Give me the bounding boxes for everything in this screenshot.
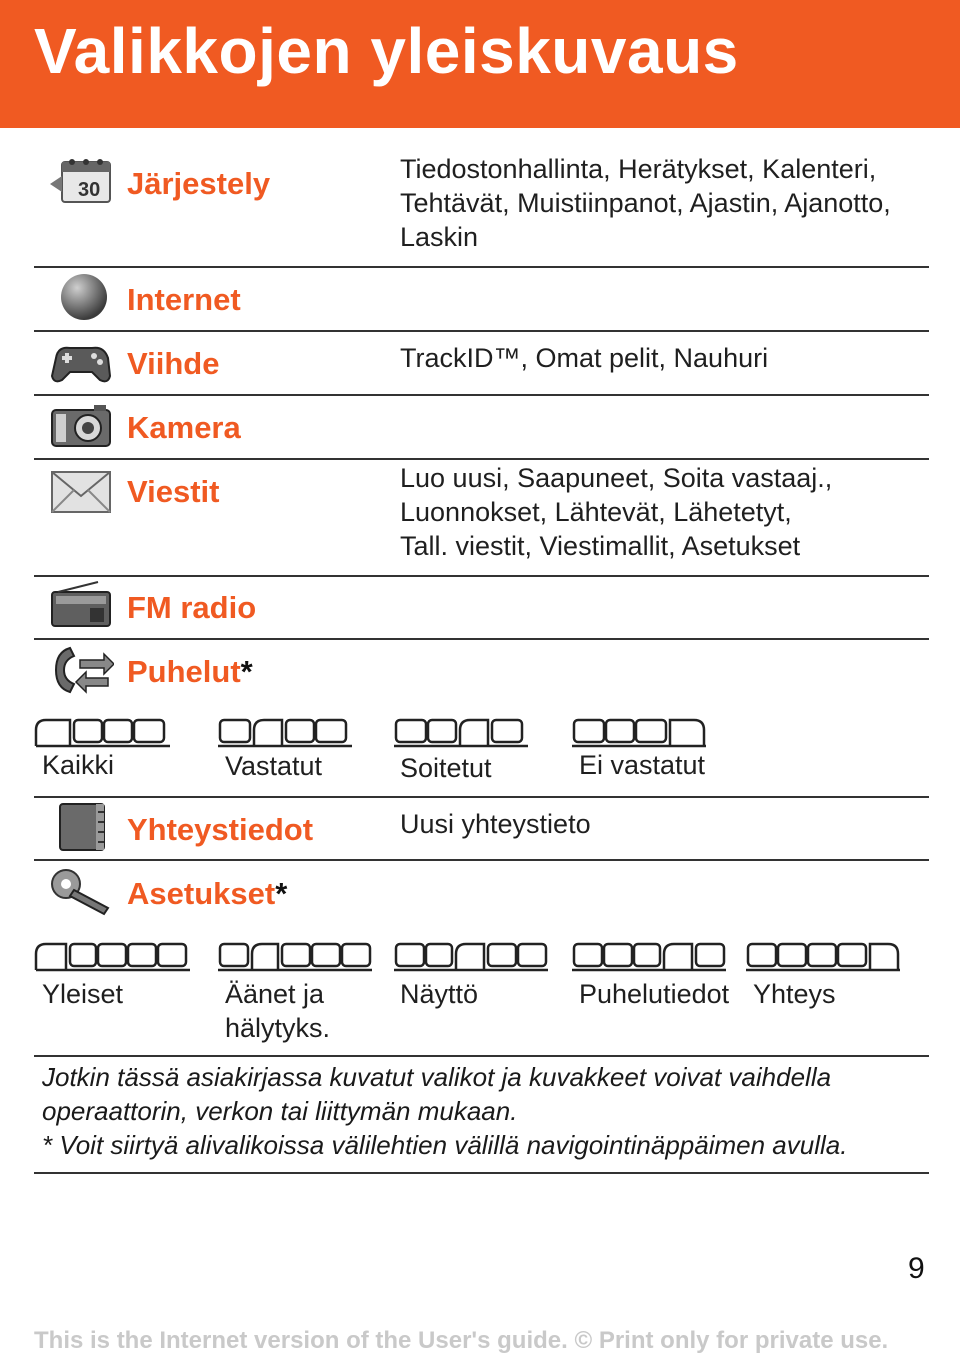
menu-desc-line: Luo uusi, Saapuneet, Soita vastaaj., (400, 463, 833, 493)
svg-text:30: 30 (78, 179, 101, 201)
menu-item-yhteystiedot[interactable]: Yhteystiedot (127, 812, 314, 847)
tab-kaikki[interactable]: Kaikki (42, 750, 115, 780)
tab-soitetut[interactable]: Soitetut (400, 753, 492, 783)
divider (34, 330, 929, 332)
menu-item-viihde[interactable]: Viihde (127, 346, 220, 381)
tab-ei-vastatut[interactable]: Ei vastatut (579, 750, 706, 780)
page-title: Valikkojen yleiskuvaus (34, 15, 739, 87)
camera-icon (48, 400, 114, 452)
page-header (0, 0, 960, 128)
menu-desc-line: Tall. viestit, Viestimallit, Asetukset (400, 531, 801, 561)
menu-item-asetukset[interactable] (127, 876, 287, 912)
menu-item-jarjestely[interactable]: Järjestely (127, 166, 271, 201)
tab-strip-icon (570, 716, 710, 750)
settings-wrench-icon (48, 864, 114, 916)
menu-item-puhelut[interactable] (127, 654, 253, 690)
menu-item-fm-radio[interactable]: FM radio (127, 590, 257, 625)
divider (34, 638, 929, 640)
menu-desc-line: Uusi yhteystieto (400, 809, 591, 839)
tab-strip-icon (570, 940, 730, 974)
menu-desc-line: Tiedostonhallinta, Herätykset, Kalenteri, (400, 154, 877, 184)
tab-strip-icon (744, 940, 904, 974)
menu-desc-line: Luonnokset, Lähtevät, Lähetetyt, (400, 497, 792, 527)
contacts-book-icon (48, 802, 114, 854)
asterisk: * (240, 654, 253, 689)
page-number: 9 (908, 1252, 925, 1285)
note-line: Jotkin tässä asiakirjassa kuvatut valikot ja kuvakkeet voivat vaihdella (42, 1062, 832, 1092)
menu-desc-line: Laskin (400, 222, 479, 252)
tab-strip-icon (34, 716, 174, 750)
envelope-icon (48, 466, 114, 518)
divider (34, 266, 929, 268)
tab-naytto[interactable]: Näyttö (400, 979, 479, 1009)
asterisk: * (275, 876, 288, 911)
menu-item-internet[interactable]: Internet (127, 282, 241, 317)
divider (34, 458, 929, 460)
tab-strip-icon (392, 716, 532, 750)
menu-item-label: Asetukset (127, 876, 276, 911)
tab-strip-icon (216, 940, 376, 974)
menu-item-kamera[interactable]: Kamera (127, 410, 241, 445)
menu-item-viestit[interactable]: Viestit (127, 474, 220, 509)
divider (34, 575, 929, 577)
divider (34, 796, 929, 798)
radio-icon (48, 580, 114, 632)
tab-strip-icon (216, 716, 356, 750)
globe-icon (48, 270, 114, 322)
divider (34, 1172, 929, 1174)
note-line: * Voit siirtyä alivalikoissa välilehtien välillä navigointinäppäimen avulla. (42, 1130, 848, 1160)
calendar-icon (48, 154, 114, 206)
menu-desc-line: Tehtävät, Muistiinpanot, Ajastin, Ajanotto, (400, 188, 891, 218)
divider (34, 394, 929, 396)
tab-label-line: hälytyks. (225, 1013, 331, 1043)
note-line: operaattorin, verkon tai liittymän mukaan. (42, 1096, 518, 1126)
tab-strip-icon (392, 940, 552, 974)
menu-item-label: Puhelut (127, 654, 241, 689)
divider (34, 859, 929, 861)
tab-puhelutiedot[interactable]: Puhelutiedot (579, 979, 730, 1009)
menu-desc-line: TrackID™, Omat pelit, Nauhuri (400, 343, 769, 373)
tab-label-line: Äänet ja (225, 979, 325, 1009)
tab-yhteys[interactable]: Yhteys (753, 979, 836, 1009)
gamepad-icon (48, 336, 114, 388)
tab-aanet-ja-halytykset[interactable] (225, 977, 330, 1045)
phone-calls-icon (48, 644, 114, 696)
tab-yleiset[interactable]: Yleiset (42, 979, 124, 1009)
footer-disclaimer: This is the Internet version of the User's guide. © Print only for private use. (34, 1327, 889, 1354)
divider (34, 1055, 929, 1057)
tab-strip-icon (34, 940, 194, 974)
tab-vastatut[interactable]: Vastatut (225, 751, 323, 781)
